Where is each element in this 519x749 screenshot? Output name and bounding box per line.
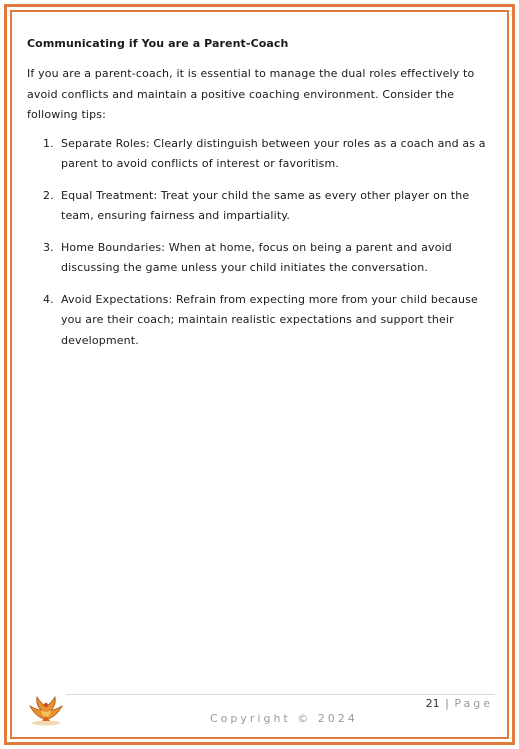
list-item-text: Equal Treatment: Treat your child the same as every other player on the team, ensuring fairness and impartiality. bbox=[61, 188, 470, 222]
list-item bbox=[27, 290, 489, 352]
list-item bbox=[27, 186, 489, 227]
list-item bbox=[27, 238, 489, 279]
list-item-number: 3. bbox=[43, 240, 54, 254]
footer-divider bbox=[66, 694, 495, 695]
section-heading: Communicating if You are a Parent-Coach bbox=[27, 37, 289, 50]
list-item-text: Separate Roles: Clearly distinguish between your roles as a coach and as a parent to avoid conflicts of interest or favoritism. bbox=[61, 136, 486, 170]
page-number bbox=[426, 697, 493, 711]
copyright-notice: Copyright © 2024 bbox=[210, 712, 358, 725]
list-item-text: Avoid Expectations: Refrain from expecting more from your child because you are their coach; maintain realistic expectations and support their development. bbox=[61, 292, 478, 347]
list-item-number: 1. bbox=[43, 136, 54, 150]
phoenix-logo-icon bbox=[26, 694, 66, 726]
list-item-text: Home Boundaries: When at home, focus on being a parent and avoid discussing the game unless your child initiates the conversation. bbox=[61, 240, 452, 274]
intro-paragraph: If you are a parent-coach, it is essential to manage the dual roles effectively to avoid conflicts and maintain a positive coaching environment. Consider the following tips: bbox=[27, 67, 475, 121]
page-label: Page bbox=[454, 697, 493, 710]
page-number-value: 21 bbox=[425, 697, 440, 710]
list-item-number: 2. bbox=[43, 188, 54, 202]
tips-list bbox=[27, 134, 489, 352]
list-item bbox=[27, 134, 489, 175]
page-number-separator: | bbox=[445, 697, 449, 710]
page-content bbox=[27, 37, 489, 362]
list-item-number: 4. bbox=[43, 292, 54, 306]
